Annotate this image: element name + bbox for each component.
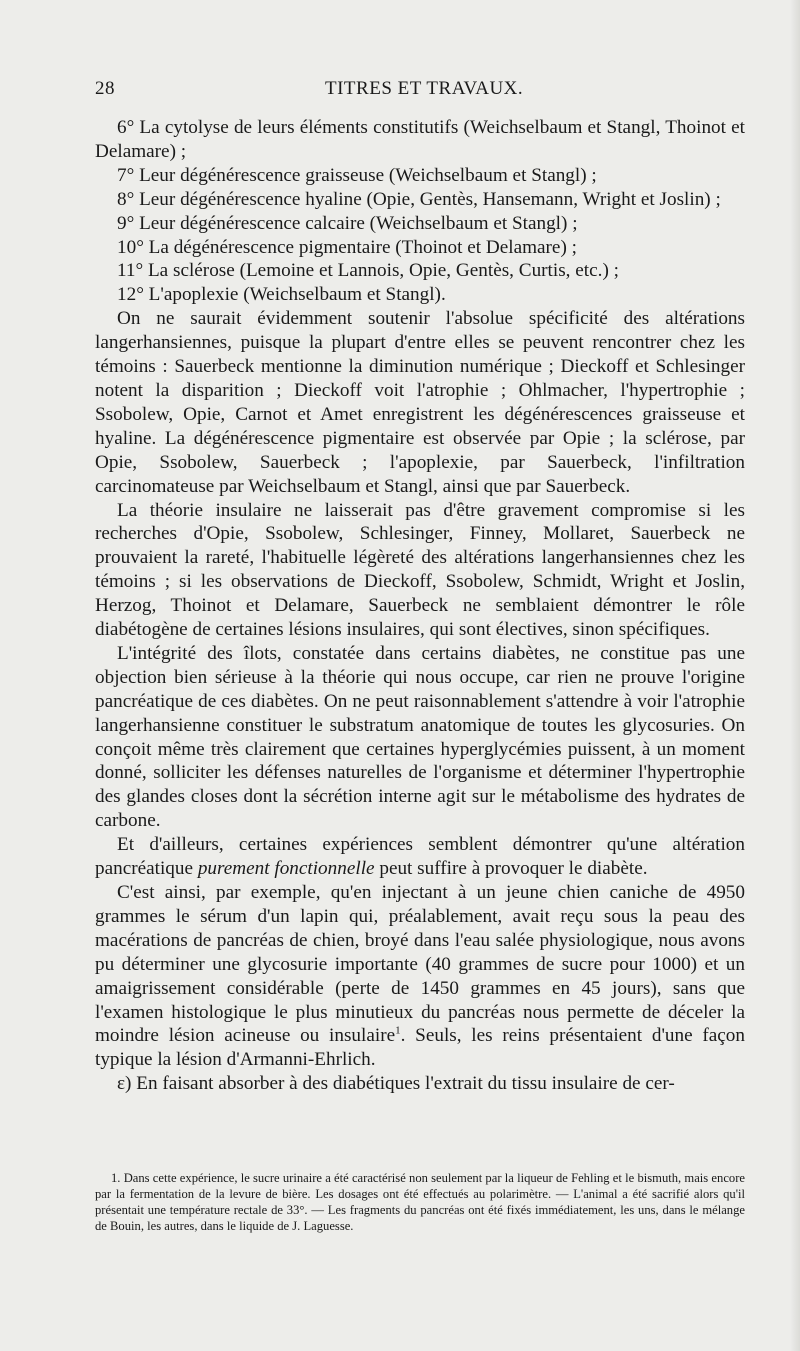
paragraph-experiment: [95, 881, 745, 1072]
footnote-number: 1.: [111, 1171, 121, 1185]
running-title: TITRES ET TRAVAUX.: [325, 78, 524, 99]
list-item-9: 9° Leur dégénérescence calcaire (Weichselbaum et Stangl) ;: [117, 212, 578, 234]
list-item-8: 8° Leur dégénérescence hyaline (Opie, Gentès, Hansemann, Wright et Joslin) ;: [117, 188, 721, 210]
text-run: Et d'ailleurs, certaines expériences semblent démontrer qu'une altération pancréatique: [95, 834, 745, 880]
text-run: peut suffire à provoquer le diabète.: [374, 858, 648, 880]
list-item-11: 11° La sclérose (Lemoine et Lannois, Opie, Gentès, Curtis, etc.) ;: [117, 260, 619, 282]
footnote: [95, 1170, 745, 1234]
footnote-area: [95, 1170, 745, 1234]
list-item-12: 12° L'apoplexie (Weichselbaum et Stangl).: [117, 284, 446, 306]
list-item-10: 10° La dégénérescence pigmentaire (Thoinot et Delamare) ;: [117, 236, 577, 258]
page-header: [95, 78, 745, 106]
body-text: [95, 116, 745, 1096]
paragraph-extract: ε) En faisant absorber à des diabétiques l'extrait du tissu insulaire de cer-: [117, 1073, 675, 1095]
list-item-6: 6° La cytolyse de leurs éléments constitutifs (Weichselbaum et Stangl, Thoinot et Delamare) ;: [95, 117, 745, 162]
paragraph-insular-theory: La théorie insulaire ne laisserait pas d'être gravement compromise si les recherches d'Opie, Ssobolew, Schlesinger, Finney, Mollaret, Sauerbeck ne prouvaient la rareté, l'habituelle légèreté des altérations langerhansiennes chez les témoins ; si les observations de Dieckoff, Ssobolew, Schmidt, Wright et Joslin, Herzog, Thoinot et Delamare, Sauerbeck ne semblaient démontrer le rôle diabétogène de certaines lésions insulaires, qui sont électives, sinon spécifiques.: [95, 499, 745, 641]
paragraph-functional-alteration: [95, 833, 745, 881]
page-edge-shadow: [790, 0, 800, 1351]
text-run: C'est ainsi, par exemple, qu'en injectant à un jeune chien caniche de 4950 grammes le sérum d'un lapin qui, préalablement, avait reçu sous la peau des macérations de pancréas de chien, broyé dans l'eau salée physiologique, nous avons pu déterminer une glycosurie importante (40 grammes de sucre pour 1000) et un amaigrissement considérable (perte de 1450 grammes en 45 jours), sans que l'examen histologique le plus minutieux du pancréas nous permette de déceler la moindre lésion acineuse ou insulaire: [95, 882, 745, 1047]
paragraph-islet-integrity: L'intégrité des îlots, constatée dans certains diabètes, ne constitue pas une objection bien sérieuse à la théorie qui nous occupe, car rien ne prouve l'origine pancréatique de ces diabètes. On ne peut raisonnablement s'attendre à voir l'atrophie langerhansienne constituer le substratum anatomique de toutes les glycosuries. On conçoit même très clairement que certaines hyperglycémies puissent, à un moment donné, solliciter les défenses naturelles de l'organisme et déterminer l'hypertrophie des glandes closes dont la sécrétion interne agit sur le métabolisme des hydrates de carbone.: [95, 642, 745, 832]
text-run: . Seuls, les reins présentaient d'une façon typique la lésion d'Armanni-Ehrlich.: [95, 1025, 745, 1071]
footnote-text: Dans cette expérience, le sucre urinaire a été caractérisé non seulement par la liqueur de Fehling et le bismuth, mais encore par la fermentation de la levure de bière. Les dosages ont été effectués au polarimètre. — L'animal a été sacrifié alors qu'il présentait une température rectale de 33°. — Les fragments du pancréas ont été fixés immédiatement, les uns, dans le mélange de Bouin, les autres, dans le liquide de J. Laguesse.: [95, 1171, 745, 1233]
italic-phrase: purement fonctionnelle: [197, 858, 375, 880]
paragraph-specificity: On ne saurait évidemment soutenir l'absolue spécificité des altérations langerhansiennes, puisque la plupart d'entre elles se peuvent rencontrer chez les témoins : Sauerbeck mentionne la diminution numérique ; Dieckoff et Schlesinger notent la disparition ; Dieckoff voit l'atrophie ; Ohlmacher, l'hypertrophie ; Ssobolew, Opie, Carnot et Amet enregistrent les dégénérescences graisseuse et hyaline. La dégénérescence pigmentaire est observée par Opie ; la sclérose, par Opie, Ssobolew, Sauerbeck ; l'apoplexie, par Sauerbeck, l'infiltration carcinomateuse par Weichselbaum et Stangl, ainsi que par Sauerbeck.: [95, 308, 745, 497]
page-number: 28: [95, 78, 115, 99]
footnote-reference: 1: [395, 1025, 401, 1038]
list-item-7: 7° Leur dégénérescence graisseuse (Weichselbaum et Stangl) ;: [117, 164, 597, 186]
